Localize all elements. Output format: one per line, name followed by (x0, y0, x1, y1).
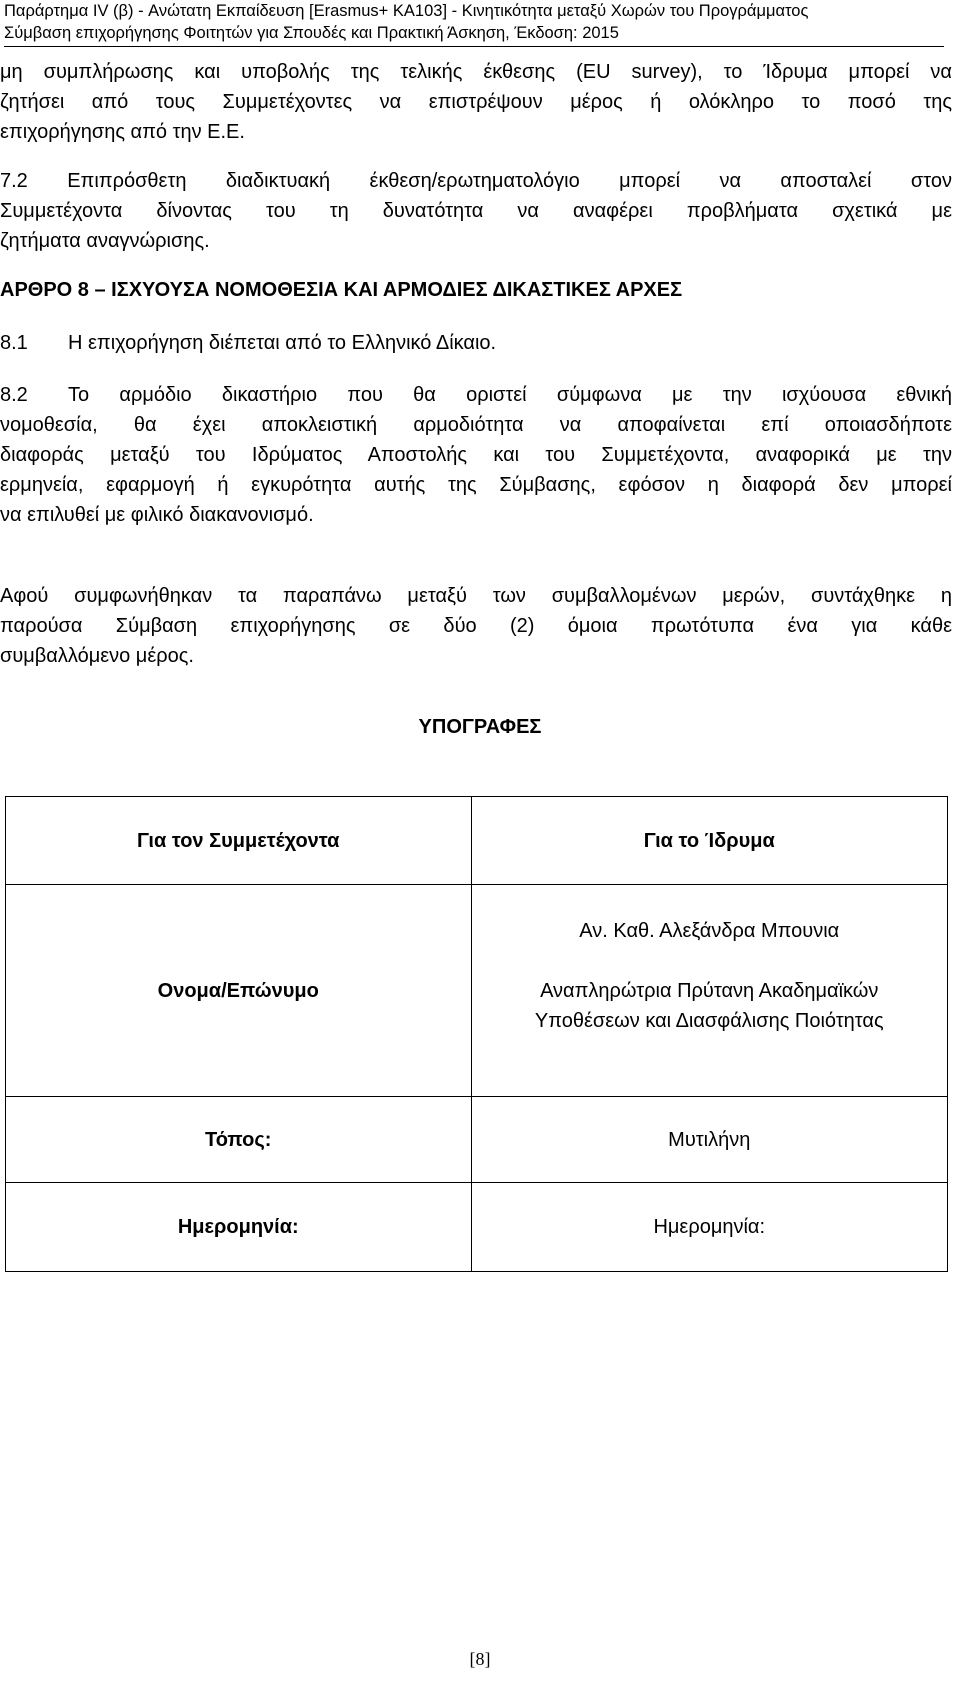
right-header-cell: Για το Ίδρυμα (471, 797, 947, 885)
left-date-cell: Ημερομηνία: (6, 1183, 472, 1272)
page-number: [8] (469, 1649, 491, 1669)
left-header-cell: Για τον Συμμετέχοντα (6, 797, 472, 885)
header-line-1: Παράρτημα IV (β) - Ανώτατη Εκπαίδευση [Erasmus+ KA103] - Κινητικότητα μεταξύ Χωρών του Προγράμματος (4, 2, 809, 20)
spacer (472, 1036, 947, 1066)
item-8-1 (0, 328, 496, 358)
article-8-heading: ΑΡΘΡΟ 8 – ΙΣΧΥΟΥΣΑ ΝΟΜΟΘΕΣΙΑ ΚΑΙ ΑΡΜΟΔΙΕΣ ΔΙΚΑΣΤΙΚΕΣ ΑΡΧΕΣ (0, 279, 683, 301)
right-date-cell: Ημερομηνία: (471, 1183, 947, 1272)
left-name-cell: Ονομα/Επώνυμο (6, 885, 472, 1097)
item-number: 8.2 (0, 384, 28, 406)
left-place-cell: Τόπος: (6, 1097, 472, 1183)
item-text: Η επιχορήγηση διέπεται από το Ελληνικό Δίκαιο. (68, 332, 497, 354)
text-line: επιχορήγησης από την Ε.Ε. (0, 121, 245, 143)
signature-name-row (6, 885, 948, 1097)
text-line: ζητήσει από τους Συμμετέχοντες να επιστρέψουν μέρος ή ολόκληρο το ποσό της (0, 91, 952, 113)
text-line: Αφού συμφωνήθηκαν τα παραπάνω μεταξύ των συμβαλλομένων μερών, συντάχθηκε η (0, 585, 952, 607)
text-line: νομοθεσία, θα έχει αποκλειστική αρμοδιότητα να αποφαίνεται επί οποιασδήποτε (0, 414, 952, 436)
signatory-name: Αν. Καθ. Αλεξάνδρα Μπουνια (579, 919, 840, 942)
right-name-cell (471, 885, 947, 1097)
text-line: Συμμετέχοντα δίνοντας του τη δυνατότητα να αναφέρει προβλήματα σχετικά με (0, 200, 952, 222)
signature-date-row (6, 1183, 948, 1272)
text-line: 7.2 Επιπρόσθετη διαδικτυακή έκθεση/ερωτηματολόγιο μπορεί να αποσταλεί στον (0, 170, 952, 192)
closing-paragraph (0, 581, 952, 671)
text-line (0, 380, 952, 410)
spacer (472, 946, 947, 976)
paragraph-7-1-continuation (0, 57, 952, 147)
text-line: να επιλυθεί με φιλικό διακανονισμό. (0, 504, 314, 526)
header-line-2: Σύμβαση επιχορήγησης Φοιτητών για Σπουδές και Πρακτική Άσκηση, Έκδοση: 2015 (4, 24, 619, 42)
signatory-role-line-2: Υποθέσεων και Διασφάλισης Ποιότητας (534, 1009, 884, 1032)
item-number: 8.1 (0, 332, 28, 354)
text-segment: Το αρμόδιο δικαστήριο που θα οριστεί σύμφωνα με την ισχύουσα εθνική (68, 384, 952, 406)
text-line: παρούσα Σύμβαση επιχορήγησης σε δύο (2) όμοια πρωτότυπα ένα για κάθε (0, 615, 952, 637)
signature-header-row (6, 797, 948, 885)
text-line: ερμηνεία, εφαρμογή ή εγκυρότητα αυτής της Σύμβασης, εφόσον η διαφορά δεν μπορεί (0, 474, 952, 496)
signature-table (5, 796, 948, 1272)
header-rule (4, 46, 944, 47)
text-line: διαφοράς μεταξύ του Ιδρύματος Αποστολής και του Συμμετέχοντα, αναφορικά με την (0, 444, 952, 466)
signature-place-row (6, 1097, 948, 1183)
text-line: μη συμπλήρωσης και υποβολής της τελικής έκθεσης (EU survey), το Ίδρυμα μπορεί να (0, 61, 952, 83)
paragraph-8-2 (0, 380, 952, 530)
text-line: ζητήματα αναγνώρισης. (0, 230, 210, 252)
right-place-cell: Μυτιλήνη (471, 1097, 947, 1183)
signatory-role-line-1: Αναπληρώτρια Πρύτανη Ακαδημαϊκών (540, 979, 879, 1002)
text-line: συμβαλλόμενο μέρος. (0, 645, 194, 667)
signatures-title: ΥΠΟΓΡΑΦΕΣ (418, 716, 542, 738)
page-header (4, 0, 808, 44)
paragraph-7-2 (0, 166, 952, 256)
